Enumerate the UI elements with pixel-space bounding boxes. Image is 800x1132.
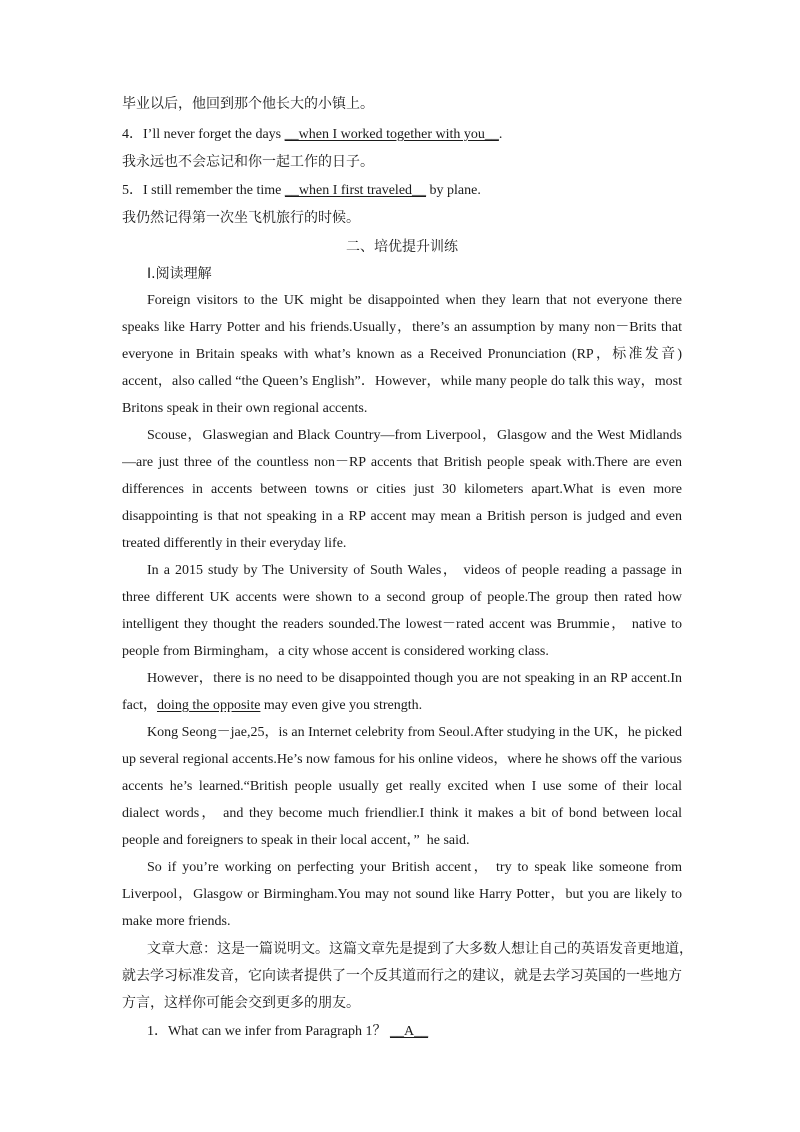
passage-line: disappointing is that not speaking in a RP accent may mean a British person is judged and even [122, 509, 682, 524]
passage-line: Liverpool，Glasgow or Birmingham.You may not sound like Harry Potter，but you are likely to [122, 887, 682, 902]
summary-line: 方言，这样你可能会交到更多的朋友。 [122, 995, 360, 1011]
translation-line: 我永远也不会忘记和你一起工作的日子。 [122, 154, 374, 170]
question-text: 1．What can we infer from Paragraph 1？ [147, 1024, 387, 1039]
passage-line: Kong Seong－jae,25，is an Internet celebrity from Seoul.After studying in the UK，he picked [147, 725, 682, 740]
passage-line: everyone in Britain speaks with what’s known as a Received Pronunciation (RP，标准发音) [122, 347, 682, 362]
translation-line: 毕业以后，他回到那个他长大的小镇上。 [122, 96, 374, 112]
underlined-phrase: doing the opposite [156, 698, 261, 713]
passage-line: In a 2015 study by The University of South Wales， videos of people reading a passage in [147, 563, 682, 578]
item-text: 4．I’ll never forget the days [122, 127, 282, 142]
passage-line: people and foreigners to speak in their local accent，” he said. [122, 833, 470, 848]
passage-text: fact， [122, 698, 157, 713]
item-text: . [498, 127, 503, 142]
passage-line: make more friends. [122, 914, 231, 929]
passage-line: three different UK accents were shown to a second group of people.The group then rated how [122, 590, 682, 605]
passage-line: Scouse，Glaswegian and Black Country—from Liverpool，Glasgow and the West Midlands [147, 428, 682, 443]
passage-line: treated differently in their everyday life. [122, 536, 347, 551]
section-title: 二、培优提升训练 [346, 239, 458, 255]
question-1 [147, 1018, 682, 1045]
translation-line: 我仍然记得第一次坐飞机旅行的时候。 [122, 210, 360, 226]
exercise-item-5 [122, 177, 682, 204]
passage-text: may even give you strength. [260, 698, 423, 713]
passage-line: accents he’s learned.“British people usually get really excited when I use some of their local [122, 779, 682, 794]
subsection-title: I.阅读理解 [147, 266, 212, 282]
passage-line: accent，also called “the Queen’s English”．However，while many people do talk this way，most [122, 374, 682, 389]
item-text: by plane. [429, 183, 481, 198]
passage-line: —are just three of the countless non－RP accents that British people speak with.There are even [122, 455, 682, 470]
passage-line: people from Birmingham，a city whose accent is considered working class. [122, 644, 549, 659]
passage-line: intelligent they thought the readers sounded.The lowest－rated accent was Brummie， native to [122, 617, 682, 632]
passage-line: Foreign visitors to the UK might be disappointed when they learn that not everyone there [147, 293, 682, 308]
passage-line: So if you’re working on perfecting your British accent， try to speak like someone from [147, 860, 682, 875]
summary-line: 就去学习标准发音，它向读者提供了一个反其道而行之的建议，就是去学习英国的一些地方 [122, 968, 682, 984]
exercise-item-4 [122, 121, 682, 148]
passage-line: speaks like Harry Potter and his friends.Usually，there’s an assumption by many non－Brits that [122, 320, 682, 335]
passage-line: dialect words， and they become much friendlier.I think it makes a bit of bond between local [122, 806, 682, 821]
summary-line: 文章大意：这是一篇说明文。这篇文章先是提到了大多数人想让自己的英语发音更地道， [147, 941, 693, 957]
answer-blank: __when I first traveled__ [284, 183, 427, 198]
passage-line: Britons speak in their own regional accents. [122, 401, 368, 416]
answer-blank: __when I worked together with you__ [284, 127, 499, 142]
passage-line: However，there is no need to be disappointed though you are not speaking in an RP accent.In [147, 671, 682, 686]
passage-line: differences in accents between towns or cities just 30 kilometers apart.What is even more [122, 482, 682, 497]
passage-line: up several regional accents.He’s now famous for his online videos，where he shows off the various [122, 752, 682, 767]
passage-line [122, 692, 682, 719]
answer-blank: __A__ [389, 1024, 429, 1039]
item-text: 5．I still remember the time [122, 183, 282, 198]
